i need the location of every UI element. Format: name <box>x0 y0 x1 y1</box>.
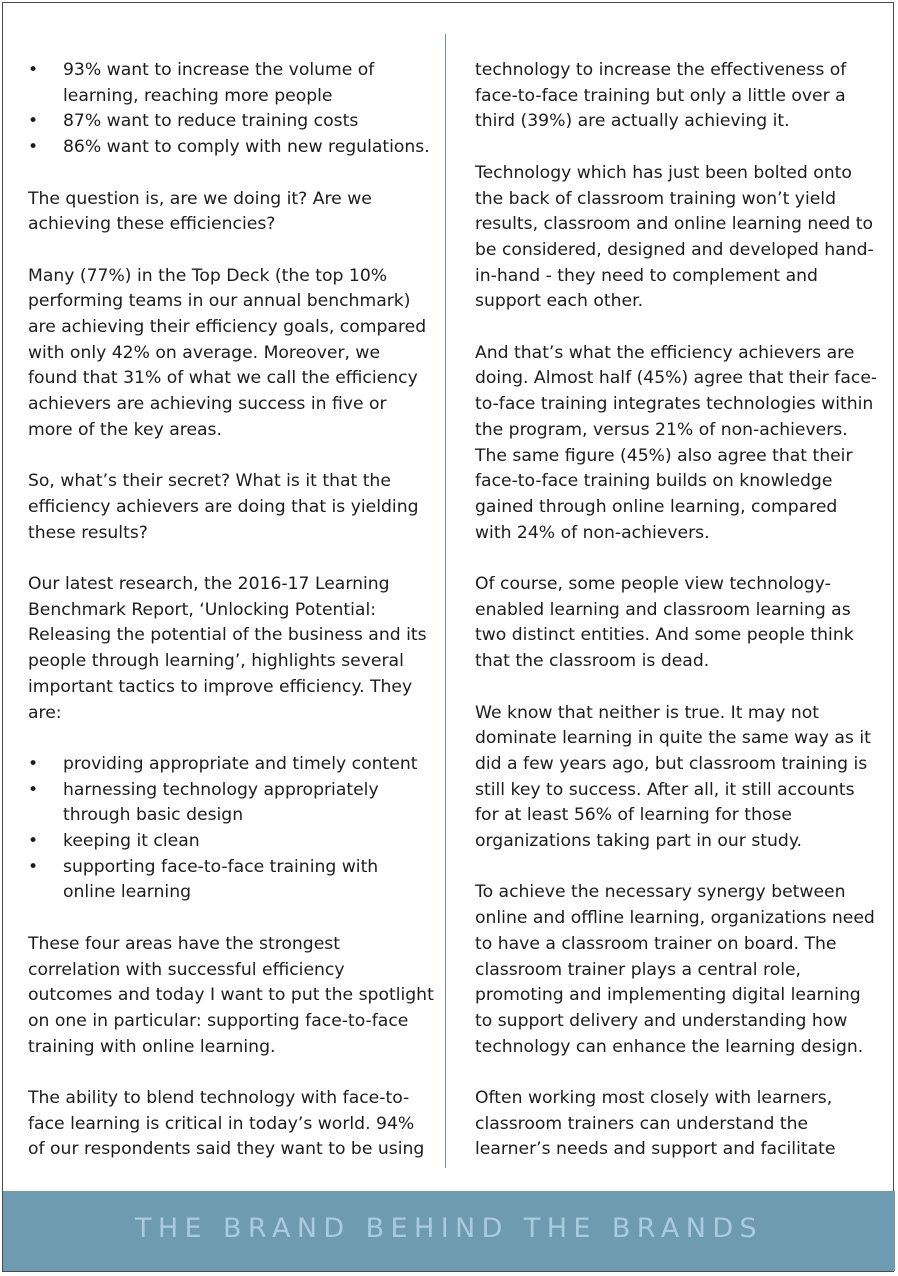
footer-banner <box>3 1191 895 1271</box>
list-item <box>28 58 434 109</box>
left-column <box>28 58 434 1189</box>
list-item-text: providing appropriate and timely content <box>63 753 418 774</box>
body-paragraph: We know that neither is true. It may not dominate learning in quite the same way as it did a few years ago, but classroom training is still key to success. After all, it still accounts for at least 56% of learning for those organizations taking part in our study. <box>475 702 871 852</box>
list-item-text: supporting face-to-face training with online learning <box>63 856 379 903</box>
list-item <box>28 855 434 906</box>
list-item <box>28 829 434 855</box>
bullet-icon: • <box>28 753 39 774</box>
bullet-icon: • <box>28 137 39 158</box>
body-paragraph: Many (77%) in the Top Deck (the top 10% performing teams in our annual benchmark) are achieving their efficiency goals, compared with only 42% on average. Moreover, we found that 31% of what we call the efficiency achievers are achieving success in five or more of the key areas. <box>28 265 427 440</box>
list-item-text: 93% want to increase the volume of learning, reaching more people <box>63 60 375 106</box>
list-item <box>28 778 434 829</box>
body-paragraph: Technology which has just been bolted onto the back of classroom training won’t yield results, classroom and online learning need to be considered, designed and developed hand-in-hand - they need to complement and support each other. <box>475 162 874 312</box>
body-paragraph: And that’s what the efficiency achievers are doing. Almost half (45%) agree that their face-to-face training integrates technologies within the program, versus 21% of non-achievers. The same figure (45%) also agree that their face-to-face training builds on knowledge gained through online learning, compared with 24% of non-achievers. <box>475 342 878 543</box>
body-paragraph: Often working most closely with learners, classroom trainers can understand the learner’s needs and support and facilitate <box>475 1088 836 1160</box>
bullet-icon: • <box>28 856 39 877</box>
bullet-icon: • <box>28 831 39 852</box>
bullet-icon: • <box>28 60 39 80</box>
body-paragraph: The question is, are we doing it? Are we achieving these efficiencies? <box>28 188 372 235</box>
tactics-bullet-list <box>28 752 434 906</box>
list-item-text: 86% want to comply with new regulations. <box>63 137 430 158</box>
body-paragraph: These four areas have the strongest correlation with successful efficiency outcomes and today I want to put the spotlight on one in particular: supporting face-to-face training with online learning. <box>28 933 434 1057</box>
list-item <box>28 135 434 161</box>
footer-tagline: THE BRAND BEHIND THE BRANDS <box>134 1213 764 1244</box>
right-column <box>475 58 879 1189</box>
list-item <box>28 109 434 135</box>
list-item-text: 87% want to reduce training costs <box>63 111 359 132</box>
list-item-text: keeping it clean <box>63 831 200 852</box>
list-item-text: harnessing technology appropriately through basic design <box>63 779 379 826</box>
bullet-icon: • <box>28 111 39 132</box>
column-divider <box>445 34 446 1168</box>
goals-bullet-list <box>28 58 434 161</box>
body-paragraph: Our latest research, the 2016-17 Learning Benchmark Report, ‘Unlocking Potential: Releasing the potential of the business and its people through learning’, highlights several important tactics to improve efficiency. They are: <box>28 574 427 723</box>
body-paragraph: Of course, some people view technology-enabled learning and classroom learning as two distinct entities. And some people think that the classroom is dead. <box>475 574 854 672</box>
body-paragraph: To achieve the necessary synergy between online and offline learning, organizations need to have a classroom trainer on board. The classroom trainer plays a central role, promoting and implementing digital learning to support delivery and understanding how technology can enhance the learning design. <box>475 882 875 1057</box>
list-item <box>28 752 434 778</box>
body-paragraph: So, what’s their secret? What is it that the efficiency achievers are doing that is yielding these results? <box>28 471 419 543</box>
bullet-icon: • <box>28 779 39 800</box>
body-paragraph: technology to increase the effectiveness of face-to-face training but only a little over a third (39%) are actually achieving it. <box>475 60 847 132</box>
body-paragraph: The ability to blend technology with face-to-face learning is critical in today’s world. 94% of our respondents said they want to be using <box>28 1088 425 1160</box>
